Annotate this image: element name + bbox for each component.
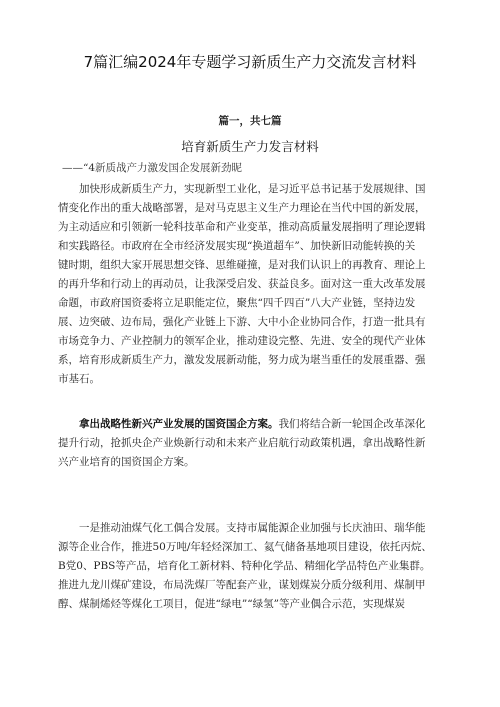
paragraph-line: 为主动适应和引领新一轮科技革命和产业变革，推动高质量发展指明了理论逻辑 (58, 221, 426, 233)
paragraph-line: 命题，市政府国资委将立足职能定位，聚焦“四千四百”八大产业链，坚持边发 (58, 297, 416, 309)
paragraph-line: 提升行动，抢抓央企产业焕新行动和未来产业启航行动政策机遇，拿出战略性新 (58, 437, 426, 449)
paragraph-first-line (58, 415, 468, 434)
article-subtitle: ——“4新质战产力激发国企发展新劲昵 (62, 162, 243, 174)
paragraph-line: 一是推动油煤气化工偶合发展。支持市属能源企业加强与长庆油田、瑞华能 (79, 522, 426, 534)
paragraph-line: 键时期，组织大家开展思想交锋、思维碰撞，是对我们认识上的再教育、理论上 (58, 259, 426, 271)
paragraph-line: 和实践路径。市政府在全市经济发展实现“换道超车”、加快新旧动能转换的关 (58, 240, 416, 252)
paragraph-2 (58, 415, 468, 472)
paragraph-line: B党0、PBS等产品，培育化工新材料、特种化学品、精细化学品特色产业集群。 (58, 560, 431, 572)
paragraph-line: 加快形成新质生产力，实现新型工业化，是习近平总书记基于发展规律、国 (79, 183, 426, 195)
article-title: 培育新质生产力发言材料 (181, 139, 319, 154)
paragraph-line: 市场竞争力、产业控制力的领军企业，推动建设完整、先进、安全的现代产业体 (58, 335, 426, 347)
section-label: 篇一，共七篇 (218, 115, 282, 127)
paragraph-line: 推进九龙川煤矿建设，布局洗煤厂等配套产业，谋划煤炭分质分级利用、煤制甲 (58, 579, 426, 591)
document-title: 7篇汇编2024年专题学习新质生产力交流发言材料 (83, 53, 417, 71)
paragraph-line: 醇、煤制烯烃等煤化工项目，促进“绿电”“绿氢”等产业偶合示范，实现煤炭 (58, 598, 405, 610)
paragraph-1 (58, 180, 468, 389)
paragraph-line: 兴产业培育的国资国企方案。 (58, 456, 195, 468)
paragraph-3 (58, 519, 468, 614)
paragraph-line: 市基石。 (58, 373, 100, 385)
paragraph-line: 系，培育形成新质生产力，激发发展新动能，努力成为堪当重任的发展重器、强 (58, 354, 426, 366)
paragraph-heading: 拿出战略性新兴产业发展的国资国企方案。 (79, 418, 279, 430)
paragraph-line: 展、边突破、边布局，强化产业链上下游、大中小企业协同合作，打造一批具有 (58, 316, 426, 328)
paragraph-text: 我们将结合新一轮国企改革深化 (278, 418, 426, 430)
paragraph-line: 的再升华和行动上的再动员，让我深受启发、获益良多。面对这一重大改革发展 (58, 278, 426, 290)
paragraph-line: 源等企业合作，推进50万吨/年轻烃深加工、氦气储备基地项目建设，依托丙烷、 (58, 541, 432, 553)
paragraph-line: 情变化作出的重大战略部署，是对马克思主义生产力理论在当代中国的新发展， (58, 202, 426, 214)
